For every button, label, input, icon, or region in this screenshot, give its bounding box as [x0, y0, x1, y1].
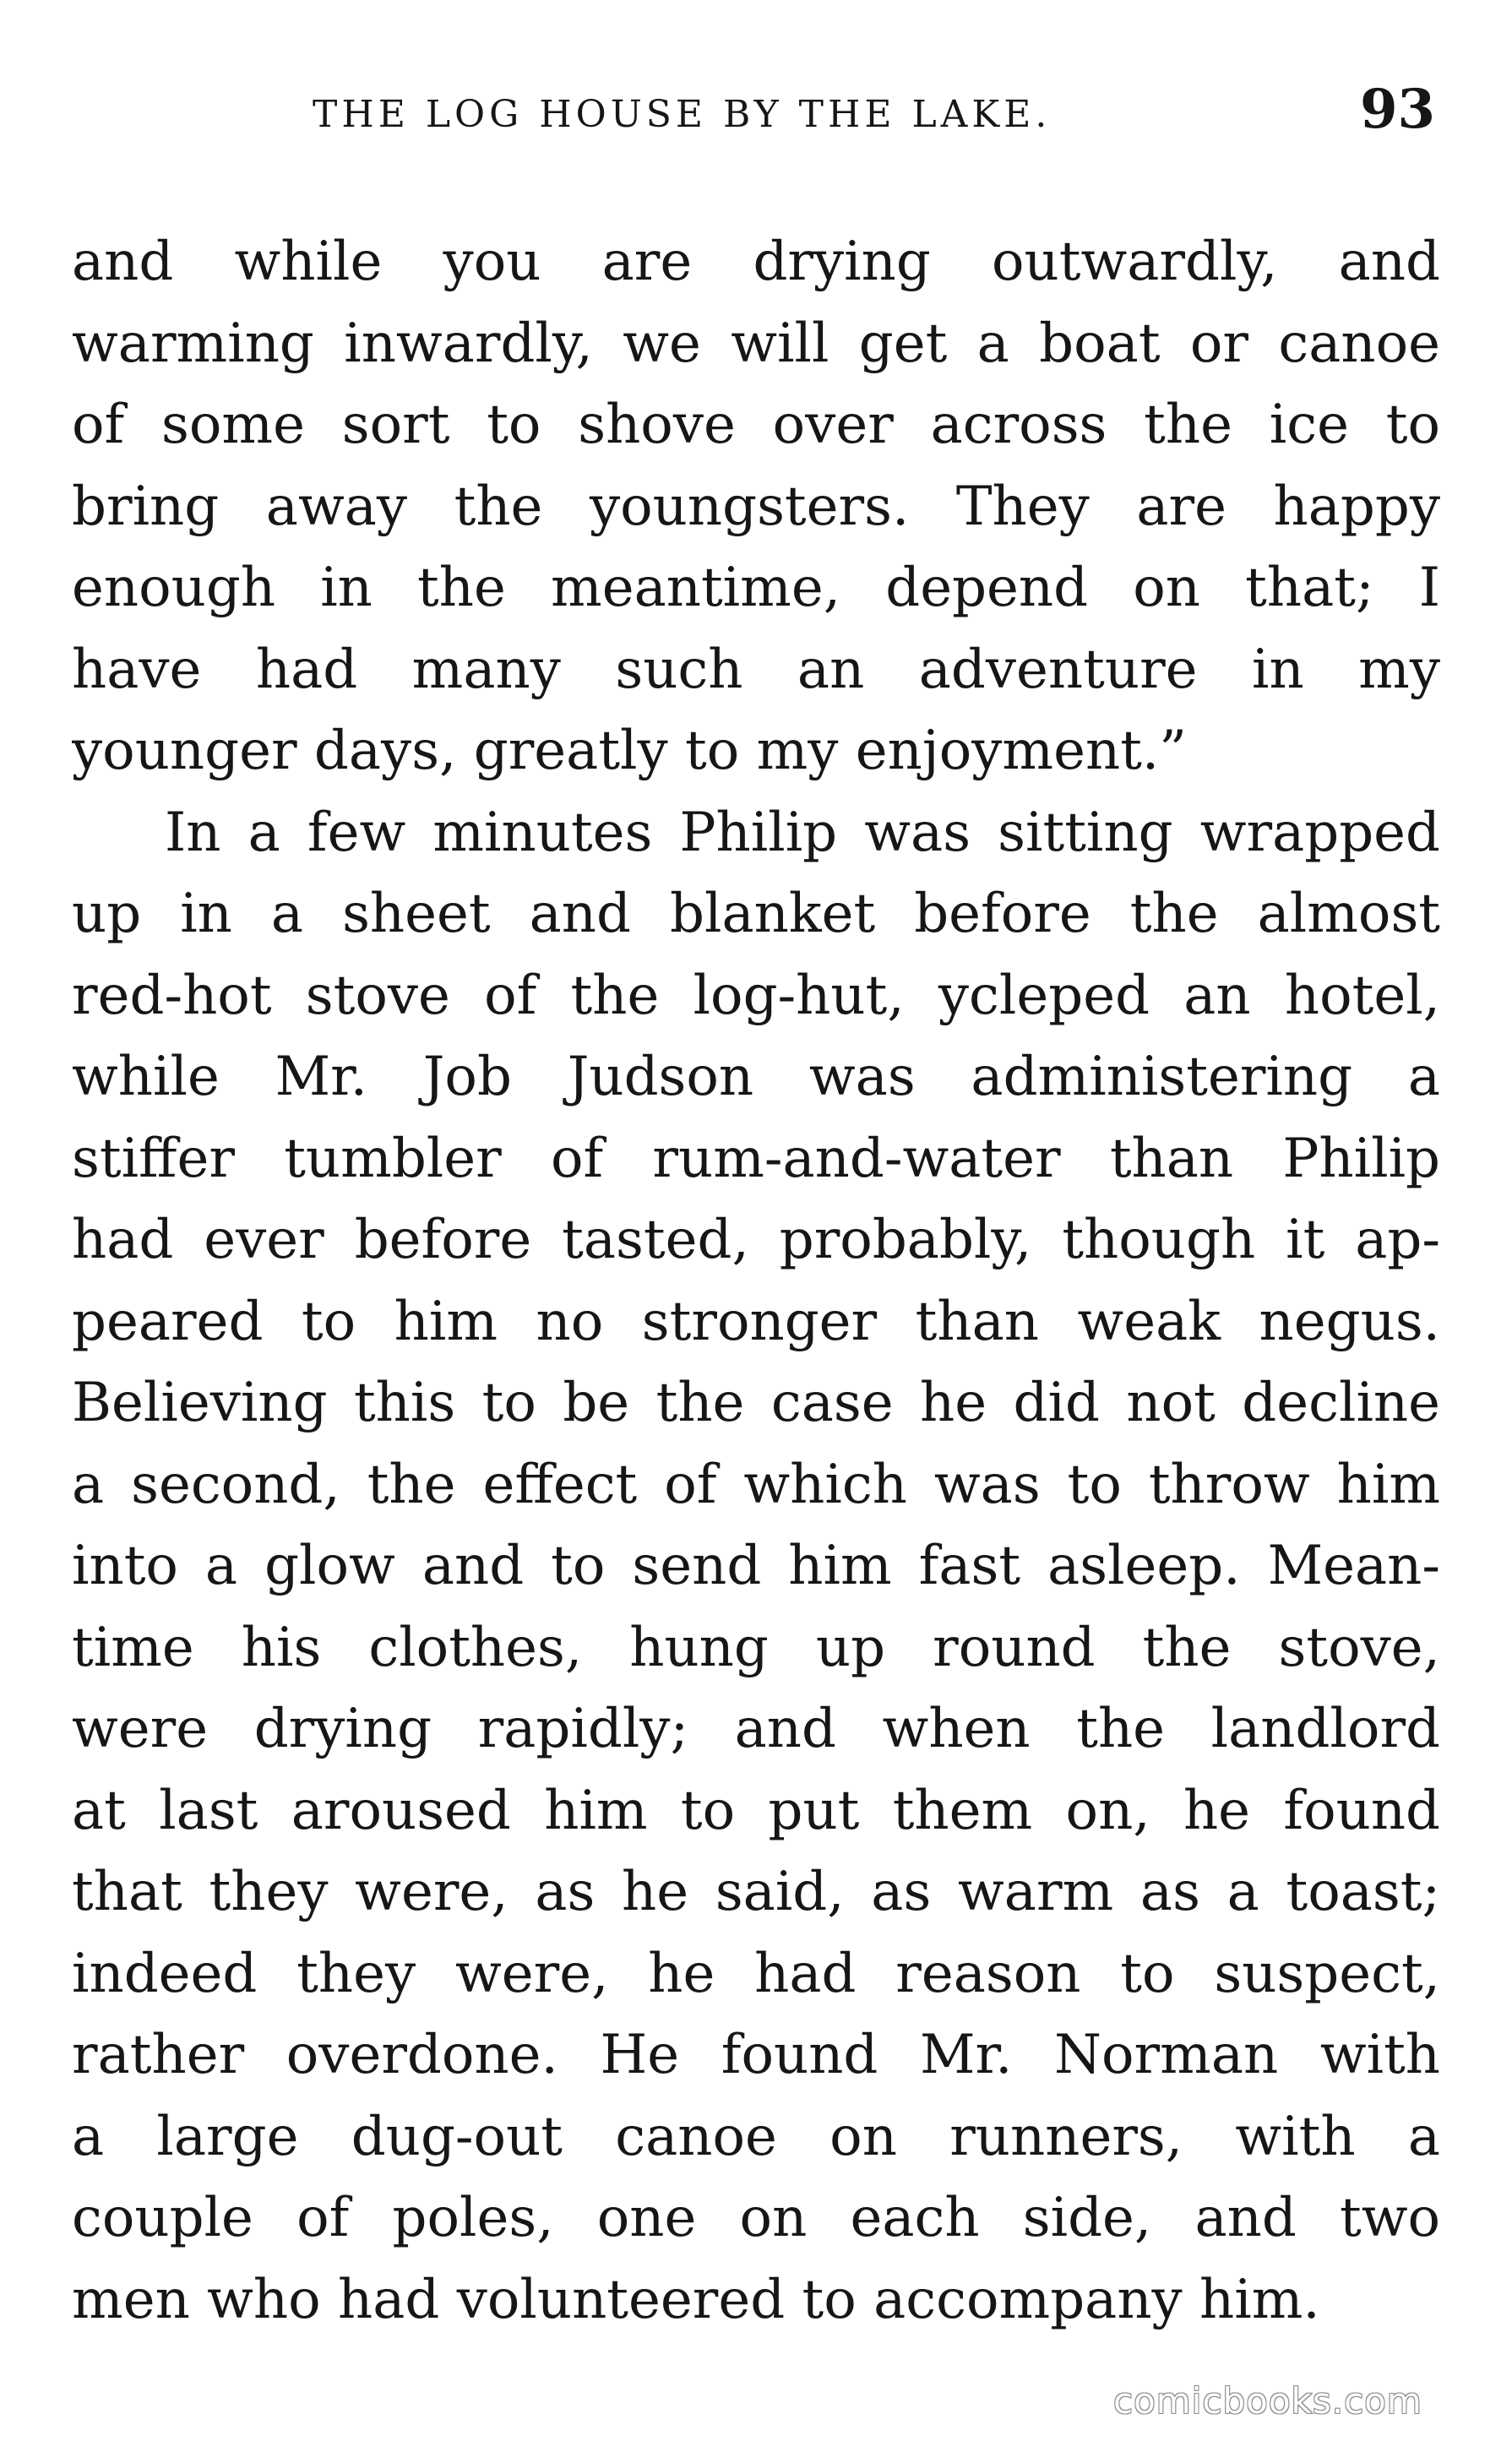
text-line: men who had volunteered to accompany him. [72, 2268, 1320, 2331]
text-line: a second, the effect of which was to throw him [72, 1453, 1440, 1516]
text-line: that they were, as he said, as warm as a toast; [72, 1861, 1440, 1923]
running-title: THE LOG HOUSE BY THE LAKE. [313, 93, 1052, 136]
text-line: bring away the youngsters. They are happy [72, 475, 1440, 538]
watermark: comicbooks.com [1113, 2380, 1422, 2422]
page-number: 93 [1360, 78, 1436, 141]
text-line: had ever before tasted, probably, though it ap- [72, 1209, 1440, 1271]
text-line: stiffer tumbler of rum-and-water than Philip [72, 1127, 1440, 1190]
text-line: and while you are drying outwardly, and [72, 231, 1440, 293]
text-line: red-hot stove of the log-hut, ycleped an hotel, [72, 964, 1440, 1027]
text-line: a large dug-out canoe on runners, with a [72, 2105, 1440, 2168]
text-line: Believing this to be the case he did not decline [72, 1372, 1440, 1434]
text-line: In a few minutes Philip was sitting wrapped [165, 801, 1440, 864]
text-line: indeed they were, he had reason to suspect, [72, 1942, 1440, 2005]
text-line: while Mr. Job Judson was administering a [72, 1046, 1440, 1108]
text-line: up in a sheet and blanket before the almost [72, 883, 1440, 945]
text-line: warming inwardly, we will get a boat or canoe [72, 312, 1440, 375]
text-line: enough in the meantime, depend on that; I [72, 557, 1440, 619]
body-text [72, 221, 1440, 2340]
text-line: time his clothes, hung up round the stove, [72, 1616, 1440, 1679]
text-line: into a glow and to send him fast asleep. Mean- [72, 1535, 1440, 1597]
text-line: were drying rapidly; and when the landlord [72, 1698, 1440, 1760]
text-line: at last aroused him to put them on, he found [72, 1779, 1440, 1842]
text-line: have had many such an adventure in my [72, 638, 1440, 701]
text-line: couple of poles, one on each side, and two [72, 2187, 1440, 2249]
text-line: rather overdone. He found Mr. Norman with [72, 2024, 1440, 2086]
text-line: younger days, greatly to my enjoyment.” [72, 720, 1187, 782]
text-line: peared to him no stronger than weak negus. [72, 1290, 1440, 1353]
text-line: of some sort to shove over across the ice to [72, 394, 1440, 456]
